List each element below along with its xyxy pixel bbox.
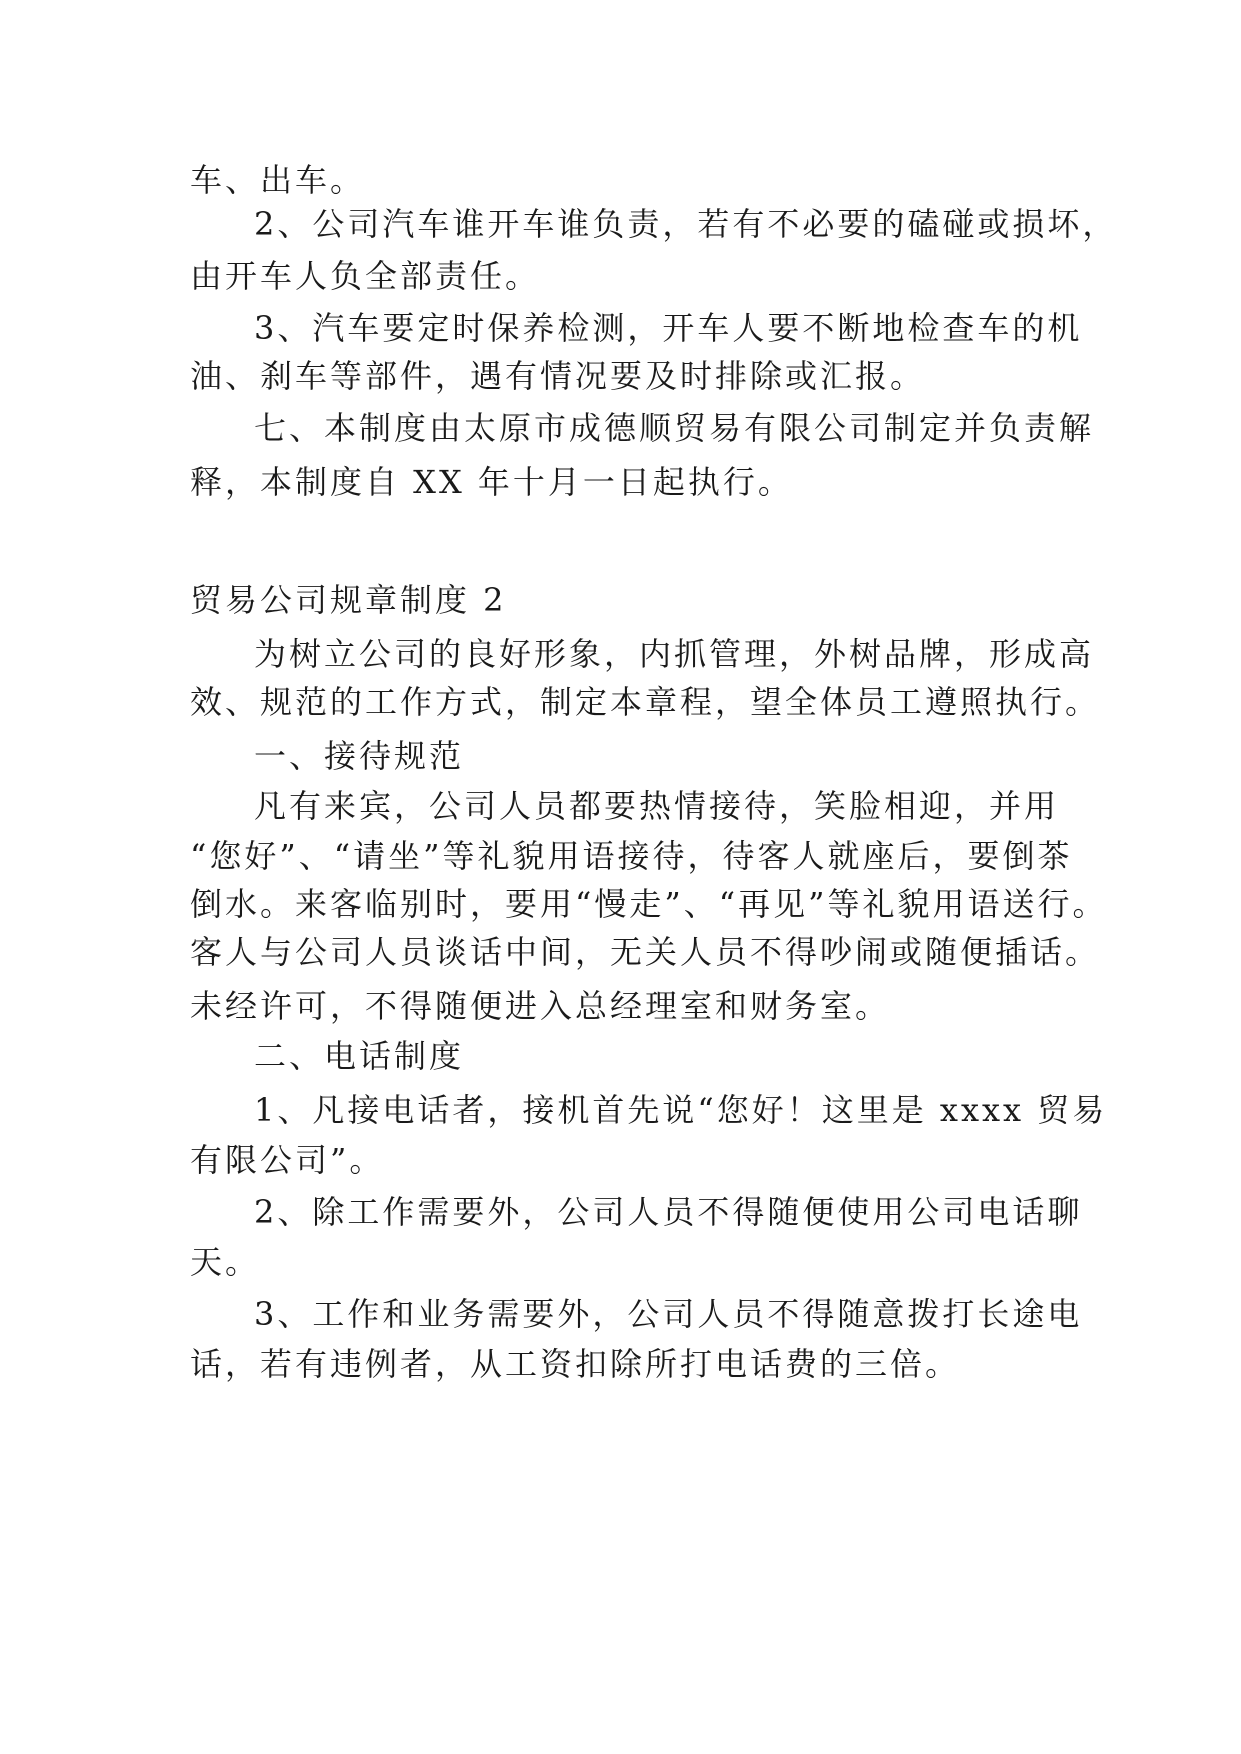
text-line: 未经许可，不得随便进入总经理室和财务室。 xyxy=(190,987,891,1025)
text-line: 倒水。来客临别时，要用“慢走”、“再见”等礼貌用语送行。 xyxy=(190,885,1108,923)
text-line: 油、刹车等部件，遇有情况要及时排除或汇报。 xyxy=(190,357,926,395)
text-line: 由开车人负全部责任。 xyxy=(190,257,541,295)
text-line: 为树立公司的良好形象，内抓管理，外树品牌，形成高 xyxy=(254,635,1095,673)
subsection-heading: 一、接待规范 xyxy=(254,737,465,775)
text-line: 七、本制度由太原市成德顺贸易有限公司制定并负责解 xyxy=(254,409,1095,447)
text-line: 凡有来宾，公司人员都要热情接待，笑脸相迎，并用 xyxy=(254,787,1060,825)
text-line: 释，本制度自 XX 年十月一日起执行。 xyxy=(190,463,793,501)
text-line: 3、工作和业务需要外，公司人员不得随意拨打长途电 xyxy=(254,1295,1083,1333)
text-line: 2、除工作需要外，公司人员不得随便使用公司电话聊 xyxy=(254,1193,1083,1231)
text-line: 车、出车。 xyxy=(190,161,366,199)
text-line: 1、凡接电话者，接机首先说“您好！这里是 xxxx 贸易 xyxy=(254,1091,1108,1129)
subsection-heading: 二、电话制度 xyxy=(254,1037,465,1075)
text-line: 效、规范的工作方式，制定本章程，望全体员工遵照执行。 xyxy=(190,683,1101,721)
text-line: 客人与公司人员谈话中间，无关人员不得吵闹或随便插话。 xyxy=(190,933,1101,971)
text-line: 话，若有违例者，从工资扣除所打电话费的三倍。 xyxy=(190,1345,961,1383)
section-title: 贸易公司规章制度 2 xyxy=(190,581,507,619)
text-line: 有限公司”。 xyxy=(190,1141,385,1179)
text-line: 2、公司汽车谁开车谁负责，若有不必要的磕碰或损坏， xyxy=(254,205,1118,243)
text-line: 天。 xyxy=(190,1243,261,1281)
text-line: 3、汽车要定时保养检测，开车人要不断地检查车的机 xyxy=(254,309,1083,347)
text-line: “您好”、“请坐”等礼貌用语接待，待客人就座后，要倒茶 xyxy=(190,837,1073,875)
